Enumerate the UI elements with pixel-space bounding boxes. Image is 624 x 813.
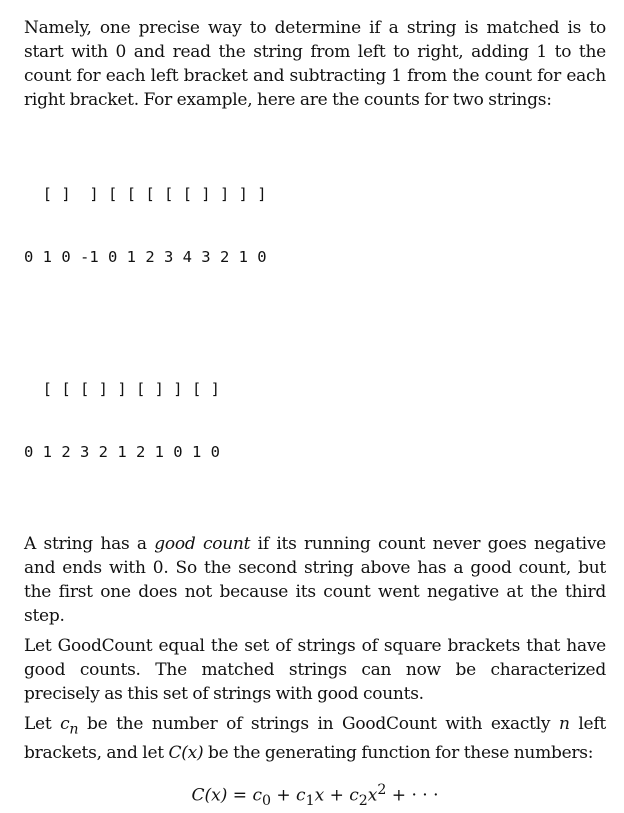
example-string-2 — [24, 337, 606, 505]
math-var: c — [60, 714, 70, 734]
example-string-1 — [24, 142, 606, 310]
math-var: c — [349, 786, 359, 807]
intro-paragraph: Namely, one precise way to determine if a string is matched is to start with 0 and read the string from left to right, adding 1 to the count for each left bracket and subtracting 1 from the count for each right bracket. For example, here are the counts for two strings: — [24, 18, 606, 110]
math-superscript: 2 — [377, 782, 387, 799]
text-run: be the generating function for these numbers: — [203, 743, 594, 764]
text-run: A string has a — [24, 534, 155, 554]
math-var: c — [252, 786, 262, 807]
math-var: c — [296, 786, 306, 807]
math-ellipsis: + · · · — [386, 786, 439, 807]
math-var: x — [314, 786, 325, 807]
math-var: x — [367, 786, 378, 807]
text-run: left brackets, and let — [24, 714, 606, 764]
math-operator: + — [324, 786, 350, 807]
count-sequence: 0 1 0 -1 0 1 2 3 4 3 2 1 0 — [24, 248, 267, 266]
math-operator: + — [270, 786, 297, 807]
math-subscript: 1 — [305, 793, 315, 810]
math-function: C(x) — [168, 743, 204, 764]
generating-function-formula — [24, 778, 606, 813]
text-run: Let — [24, 714, 61, 734]
good-count-paragraph — [24, 532, 606, 628]
count-sequence: 0 1 2 3 2 1 2 1 0 1 0 — [24, 443, 220, 461]
text-run: be the number of strings in GoodCount with exactly — [78, 714, 559, 734]
formula-lhs: C(x) = — [191, 786, 253, 807]
bracket-string: [ ] ] [ [ [ [ [ ] ] ] ] — [24, 185, 267, 203]
math-subscript: n — [69, 721, 79, 738]
defined-term: good count — [154, 534, 251, 554]
math-subscript: 2 — [358, 793, 368, 810]
math-var: n — [558, 714, 570, 734]
cn-definition-paragraph — [24, 712, 606, 765]
math-subscript: 0 — [261, 793, 271, 810]
text-run: if its running count never goes negative and ends with 0. So the second string above has a good count, but the first one does not because its count went negative at the third step. — [24, 534, 606, 626]
document-page — [24, 16, 606, 813]
goodcount-set-paragraph: Let GoodCount equal the set of strings of square brackets that have good counts. The matched strings can now be characterized precisely as this set of strings with good counts. — [24, 636, 606, 704]
bracket-string: [ [ [ ] ] [ ] ] [ ] — [24, 380, 220, 398]
